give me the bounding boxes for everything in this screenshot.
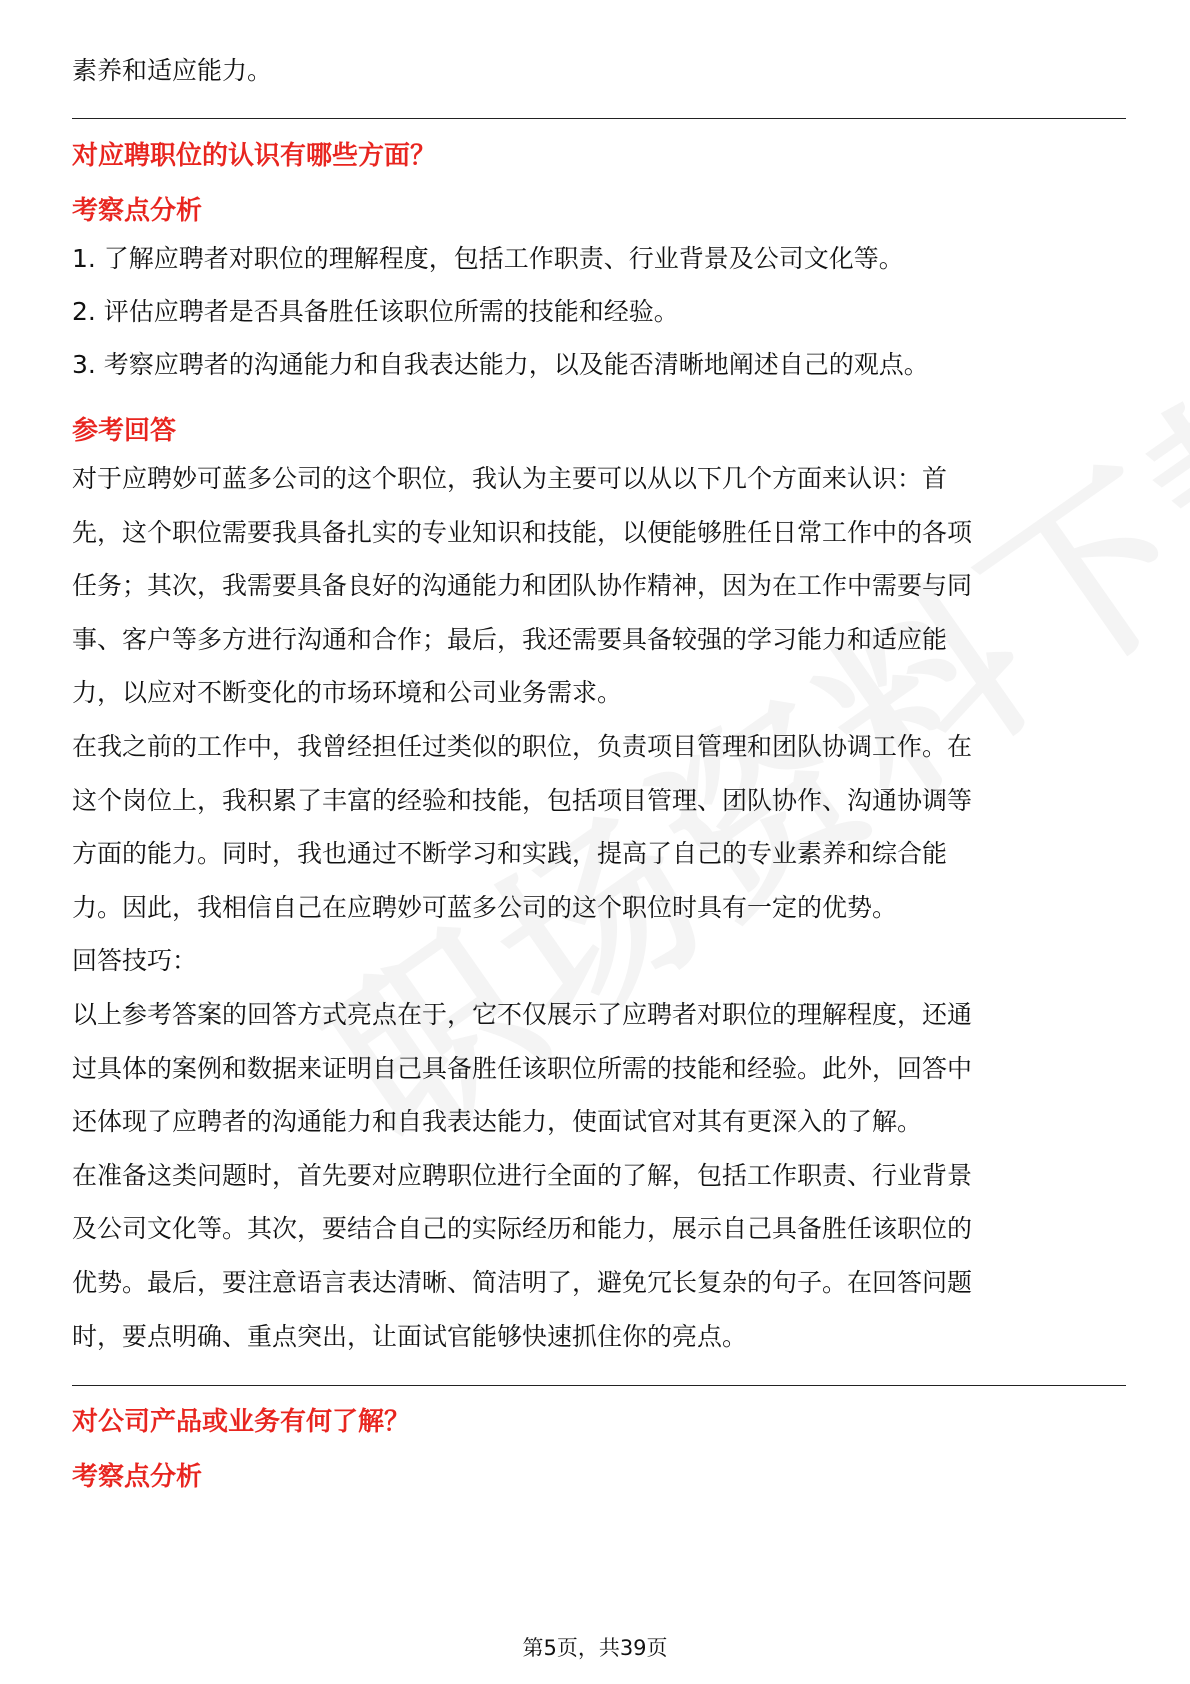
analysis-heading: 考察点分析 [72,1462,203,1492]
answer-line: 过具体的案例和数据来证明自己具备胜任该职位所需的技能和经验。此外，回答中 [72,1054,973,1083]
answer-line: 还体现了应聘者的沟通能力和自我表达能力，使面试官对其有更深入的了解。 [72,1107,923,1136]
analysis-point: 2. 评估应聘者是否具备胜任该职位所需的技能和经验。 [72,297,679,326]
question-heading: 对公司产品或业务有何了解？ [72,1407,411,1437]
answer-heading: 参考回答 [72,416,177,446]
answer-line: 事、客户等多方进行沟通和合作；最后，我还需要具备较强的学习能力和适应能 [72,625,948,654]
document-page [72,0,1126,1684]
divider [72,1385,1126,1386]
answer-line: 对于应聘妙可蓝多公司的这个职位，我认为主要可以从以下几个方面来认识：首 [72,464,948,493]
answer-line: 方面的能力。同时，我也通过不断学习和实践，提高了自己的专业素养和综合能 [72,839,948,868]
page-footer: 第5页，共39页 [522,1636,668,1660]
answer-line: 力。因此，我相信自己在应聘妙可蓝多公司的这个职位时具有一定的优势。 [72,893,898,922]
answer-line: 力，以应对不断变化的市场环境和公司业务需求。 [72,678,623,707]
answer-line: 在我之前的工作中，我曾经担任过类似的职位，负责项目管理和团队协调工作。在 [72,732,973,761]
answer-line: 优势。最后，要注意语言表达清晰、简洁明了，避免冗长复杂的句子。在回答问题 [72,1268,973,1297]
answer-line: 先，这个职位需要我具备扎实的专业知识和技能，以便能够胜任日常工作中的各项 [72,518,973,547]
tips-label: 回答技巧： [72,946,198,975]
answer-line: 及公司文化等。其次，要结合自己的实际经历和能力，展示自己具备胜任该职位的 [72,1214,973,1243]
question-heading: 对应聘职位的认识有哪些方面？ [72,141,437,171]
answer-line: 时，要点明确、重点突出，让面试官能够快速抓住你的亮点。 [72,1322,748,1351]
analysis-point: 1. 了解应聘者对职位的理解程度，包括工作职责、行业背景及公司文化等。 [72,244,904,273]
intro-tail: 素养和适应能力。 [72,56,273,85]
answer-line: 以上参考答案的回答方式亮点在于，它不仅展示了应聘者对职位的理解程度，还通 [72,1000,973,1029]
answer-line: 任务；其次，我需要具备良好的沟通能力和团队协作精神，因为在工作中需要与同 [72,571,973,600]
answer-line: 在准备这类问题时，首先要对应聘职位进行全面的了解，包括工作职责、行业背景 [72,1161,973,1190]
answer-line: 这个岗位上，我积累了丰富的经验和技能，包括项目管理、团队协作、沟通协调等 [72,786,973,815]
analysis-heading: 考察点分析 [72,196,203,226]
analysis-point: 3. 考察应聘者的沟通能力和自我表达能力，以及能否清晰地阐述自己的观点。 [72,350,929,379]
divider [72,118,1126,119]
